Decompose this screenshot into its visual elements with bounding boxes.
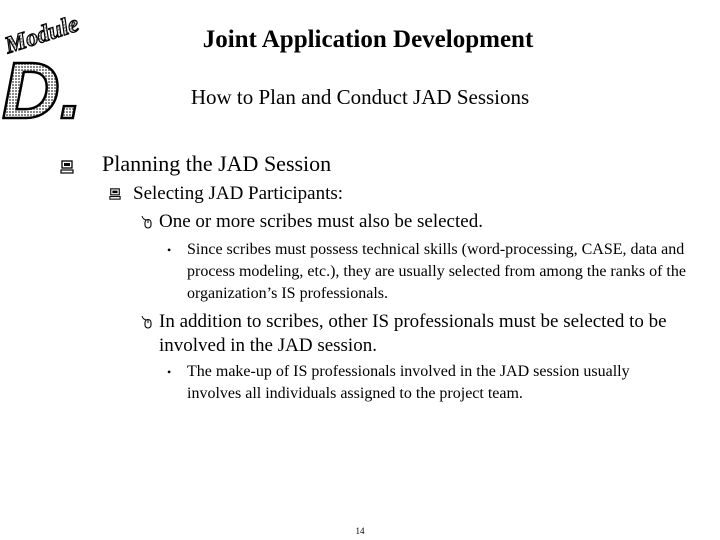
page-number: 14 [355, 526, 365, 536]
bullet-dot: • [167, 243, 172, 257]
computer-icon [60, 160, 74, 174]
level2-item: Selecting JAD Participants: [133, 183, 344, 204]
mouse-icon [140, 315, 154, 329]
level4-item: The make-up of IS professionals involved in the JAD session usually involves all individuals assigned to the project team. [187, 363, 630, 402]
level3-item: One or more scribes must also be selected. [159, 211, 483, 232]
level1-item: Planning the JAD Session [102, 151, 332, 176]
slide-title: Joint Application Development [202, 26, 534, 53]
logo-module-text: Module [1, 11, 83, 60]
bullet-dot: • [167, 365, 172, 379]
mouse-icon [140, 215, 154, 229]
logo-d-letter: D. [2, 46, 82, 125]
computer-icon [109, 188, 121, 200]
level3-item: In addition to scribes, other IS professionals must be selected to be involved in the JAD session. [159, 311, 667, 356]
slide-subtitle: How to Plan and Conduct JAD Sessions [190, 85, 530, 109]
level4-item: Since scribes must possess technical skills (word-processing, CASE, data and process modeling, etc.), they are usually selected from among the ranks of the organization’s IS professionals. [187, 241, 686, 302]
